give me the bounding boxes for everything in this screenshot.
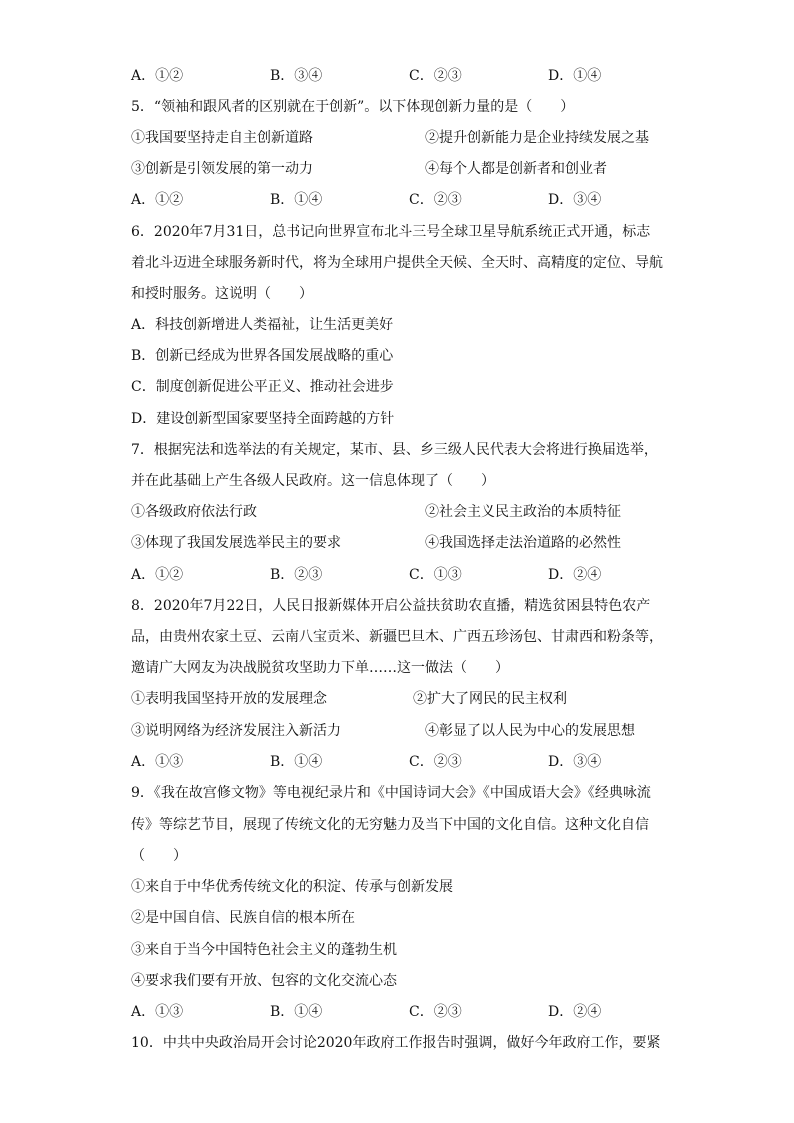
choice-a: A．科技创新增进人类福祉，让生活更美好 — [131, 317, 394, 333]
question-stem: 8．2020年7月22日，人民日报新媒体开启公益扶贫助农直播，精选贫困县特色农产 — [131, 598, 651, 614]
option-c: C．②③ — [409, 754, 462, 770]
statement-item: ④我国选择走法治道路的必然性 — [425, 535, 621, 551]
statement-item: ③来自于当今中国特色社会主义的蓬勃生机 — [131, 942, 397, 958]
option-b: B．③④ — [270, 68, 323, 84]
statement-item: ②提升创新能力是企业持续发展之基 — [425, 130, 649, 146]
choice-d: D．建设创新型国家要坚持全面跨越的方针 — [131, 411, 395, 427]
option-a: A．①② — [131, 567, 184, 583]
option-c: C．②③ — [409, 1004, 462, 1020]
statement-item: ①表明我国坚持开放的发展理念 — [131, 691, 327, 707]
option-a: A．①② — [131, 192, 184, 208]
question-stem: 并在此基础上产生各级人民政府。这一信息体现了（ ） — [131, 473, 495, 489]
question-stem: 9．《我在故宫修文物》等电视纪录片和《中国诗词大会》《中国成语大会》《经典咏流 — [131, 785, 651, 801]
option-b: B．①④ — [270, 1004, 323, 1020]
statement-item: ④彰显了以人民为中心的发展思想 — [425, 723, 635, 739]
option-d: D．①④ — [548, 68, 602, 84]
question-stem: 品，由贵州农家土豆、云南八宝贡米、新疆巴旦木、广西五珍汤包、甘肃西和粉条等， — [131, 629, 663, 645]
option-a: A．①② — [131, 68, 184, 84]
question-stem: 着北斗迈进全球服务新时代，将为全球用户提供全天候、全天时、高精度的定位、导航 — [131, 255, 663, 271]
statement-item: ①各级政府依法行政 — [131, 504, 257, 520]
question-stem: 7．根据宪法和选举法的有关规定，某市、县、乡三级人民代表大会将进行换届选举， — [131, 442, 658, 458]
option-d: D．③④ — [548, 754, 602, 770]
option-c: C．②③ — [409, 192, 462, 208]
question-stem: 6．2020年7月31日，总书记向世界宣布北斗三号全球卫星导航系统正式开通，标志 — [131, 224, 651, 240]
option-d: D．②④ — [548, 567, 602, 583]
statement-item: ②社会主义民主政治的本质特征 — [425, 504, 621, 520]
option-d: D．③④ — [548, 192, 602, 208]
choice-b: B．创新已经成为世界各国发展战略的重心 — [131, 348, 394, 364]
option-b: B．①④ — [270, 754, 323, 770]
question-stem: （ ） — [131, 848, 187, 864]
option-a: A．①③ — [131, 1004, 184, 1020]
option-c: C．①③ — [409, 567, 462, 583]
option-b: B．②③ — [270, 567, 323, 583]
option-c: C．②③ — [409, 68, 462, 84]
statement-item: ①我国要坚持走自主创新道路 — [131, 130, 313, 146]
option-b: B．①④ — [270, 192, 323, 208]
question-stem: 5．“领袖和跟风者的区别就在于创新”。以下体现创新力量的是（ ） — [131, 99, 575, 115]
statement-item: ③创新是引领发展的第一动力 — [131, 161, 313, 177]
statement-item: ③说明网络为经济发展注入新活力 — [131, 723, 341, 739]
statement-item: ①来自于中华优秀传统文化的积淀、传承与创新发展 — [131, 879, 453, 895]
choice-c: C．制度创新促进公平正义、推动社会进步 — [131, 379, 394, 395]
question-stem: 邀请广大网友为决战脱贫攻坚助力下单……这一做法（ ） — [131, 660, 509, 676]
statement-item: ④每个人都是创新者和创业者 — [425, 161, 607, 177]
statement-item: ④要求我们要有开放、包容的文化交流心态 — [131, 973, 397, 989]
question-stem: 和授时服务。这说明（ ） — [131, 286, 313, 302]
question-stem: 10．中共中央政治局开会讨论2020年政府工作报告时强调，做好今年政府工作，要紧 — [131, 1035, 661, 1051]
statement-item: ②扩大了网民的民主权利 — [413, 691, 567, 707]
option-a: A．①③ — [131, 754, 184, 770]
question-stem: 传》等综艺节目，展现了传统文化的无穷魅力及当下中国的文化自信。这种文化自信 — [131, 817, 649, 833]
option-d: D．②④ — [548, 1004, 602, 1020]
statement-item: ②是中国自信、民族自信的根本所在 — [131, 910, 355, 926]
statement-item: ③体现了我国发展选举民主的要求 — [131, 535, 341, 551]
